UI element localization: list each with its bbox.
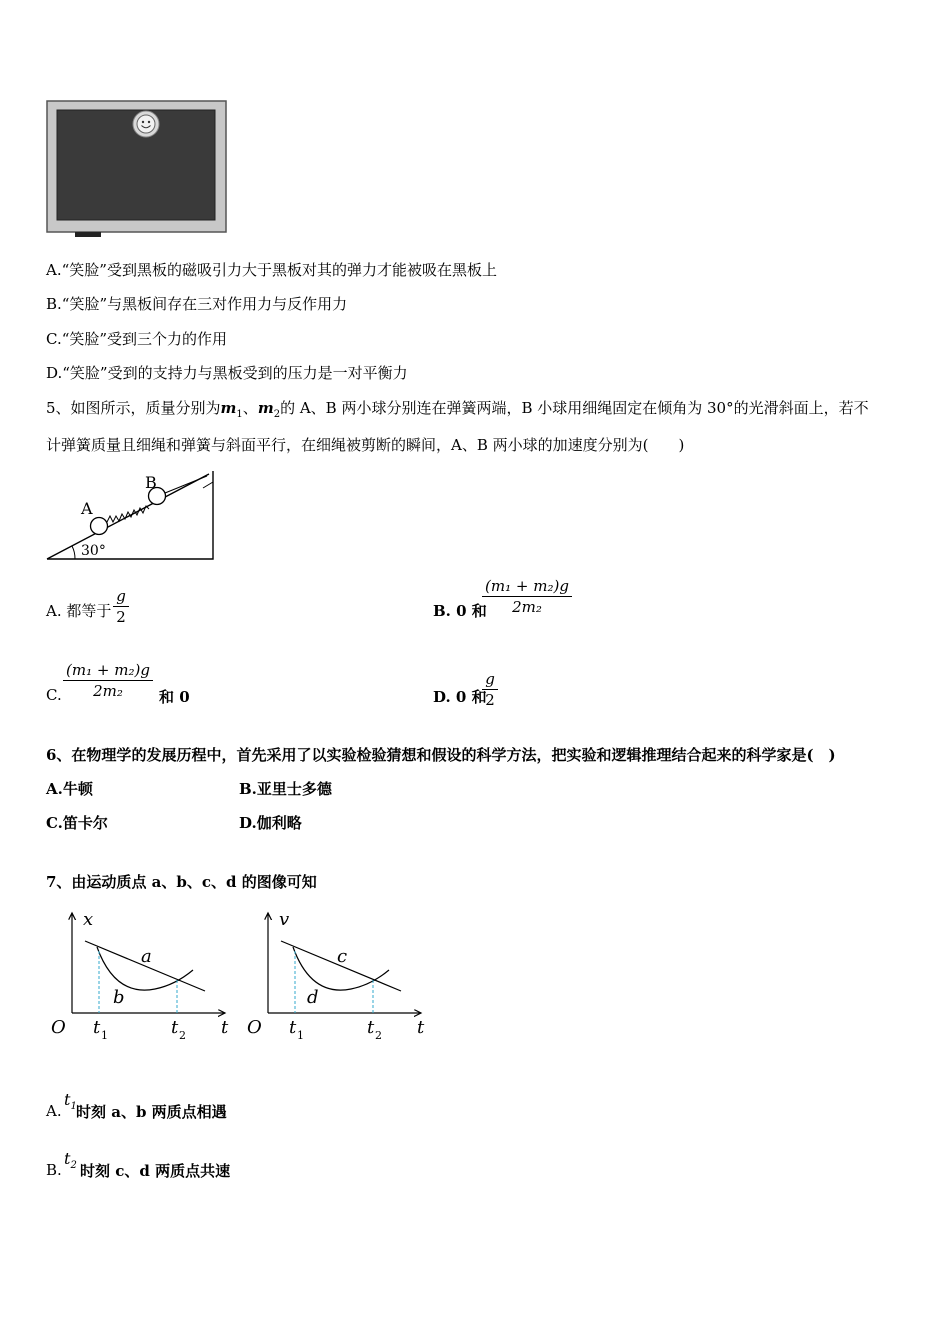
q5-stem-line1: 5、如图所示，质量分别为$m_1$、$m_2$的 A、B 两小球分别连在弹簧两端，B 小球用细绳固定在倾角为 30°的光滑斜面上，若不 <box>46 399 869 420</box>
svg-text:v: v <box>279 909 290 930</box>
svg-text:t: t <box>93 1017 101 1038</box>
svg-text:b: b <box>113 987 125 1008</box>
graph-xt <box>45 905 240 1050</box>
q6-option-a: A.牛顿 <box>46 780 93 798</box>
q4-option-c: C.“笑脸”受到三个力的作用 <box>46 330 228 348</box>
q7-option-b-t: $t_2$ <box>64 1149 77 1172</box>
q7-stem: 7、由运动质点 a、b、c、d 的图像可知 <box>46 873 317 891</box>
svg-text:x: x <box>83 909 94 930</box>
svg-text:2: 2 <box>375 1029 382 1042</box>
svg-text:c: c <box>337 946 348 967</box>
svg-text:O: O <box>51 1017 66 1038</box>
q5-option-b-label: B. 0 和 <box>433 602 487 620</box>
svg-text:t: t <box>171 1017 179 1038</box>
q7-option-b-text: 时刻 c、d 两质点共速 <box>80 1162 231 1180</box>
q7-option-a-text: 时刻 a、b 两质点相遇 <box>76 1103 227 1121</box>
blackboard-figure <box>46 100 228 240</box>
q5-option-d-label: D. 0 和 <box>433 688 487 706</box>
svg-text:1: 1 <box>297 1029 304 1042</box>
graph-vt <box>241 905 436 1050</box>
svg-text:t: t <box>221 1017 229 1038</box>
q5-option-a-label: A. 都等于 <box>46 602 112 620</box>
svg-text:d: d <box>307 987 319 1008</box>
svg-text:a: a <box>141 946 152 967</box>
angle-label: 30° <box>81 543 106 559</box>
svg-text:1: 1 <box>101 1029 108 1042</box>
q5-option-c-fraction: (m₁ + m₂)g 2m₂ <box>63 660 153 701</box>
label-b: B <box>145 473 157 492</box>
incline-figure <box>45 466 220 566</box>
q4-option-a: A.“笑脸”受到黑板的磁吸引力大于黑板对其的弹力才能被吸在黑板上 <box>46 261 497 279</box>
ball-a <box>91 518 108 535</box>
q5-option-c-label: C. <box>46 686 62 704</box>
string <box>165 476 207 493</box>
q6-option-c: C.笛卡尔 <box>46 814 108 832</box>
svg-text:t: t <box>367 1017 375 1038</box>
svg-text:2: 2 <box>179 1029 186 1042</box>
q5-stem-line2: 计弹簧质量且细绳和弹簧与斜面平行，在细绳被剪断的瞬间，A、B 两小球的加速度分别为( ) <box>46 436 685 454</box>
svg-text:O: O <box>247 1017 262 1038</box>
q6-option-d: D.伽利略 <box>239 814 302 832</box>
q7-option-a-label: A. <box>46 1102 62 1120</box>
incline-surface <box>47 474 209 559</box>
svg-text:t: t <box>289 1017 297 1038</box>
q5-option-b-fraction: (m₁ + m₂)g 2m₂ <box>482 576 572 617</box>
q7-option-b-label: B. <box>46 1161 62 1179</box>
q4-option-b: B.“笑脸”与黑板间存在三对作用力与反作用力 <box>46 295 348 313</box>
q6-stem: 6、在物理学的发展历程中，首先采用了以实验检验猜想和假设的科学方法，把实验和逻辑推理结合起来的科学家是( ) <box>46 746 836 764</box>
q5-option-d-fraction: g 2 <box>482 669 498 710</box>
svg-text:t: t <box>417 1017 425 1038</box>
label-a: A <box>81 499 93 518</box>
q6-option-b: B.亚里士多德 <box>239 780 332 798</box>
q5-option-c-tail: 和 0 <box>159 688 190 706</box>
q7-option-a-t: $t_1$ <box>64 1090 77 1113</box>
q4-option-d: D.“笑脸”受到的支持力与黑板受到的压力是一对平衡力 <box>46 364 408 382</box>
q5-option-a-fraction: g 2 <box>113 586 129 627</box>
blackboard-tray <box>75 232 101 237</box>
